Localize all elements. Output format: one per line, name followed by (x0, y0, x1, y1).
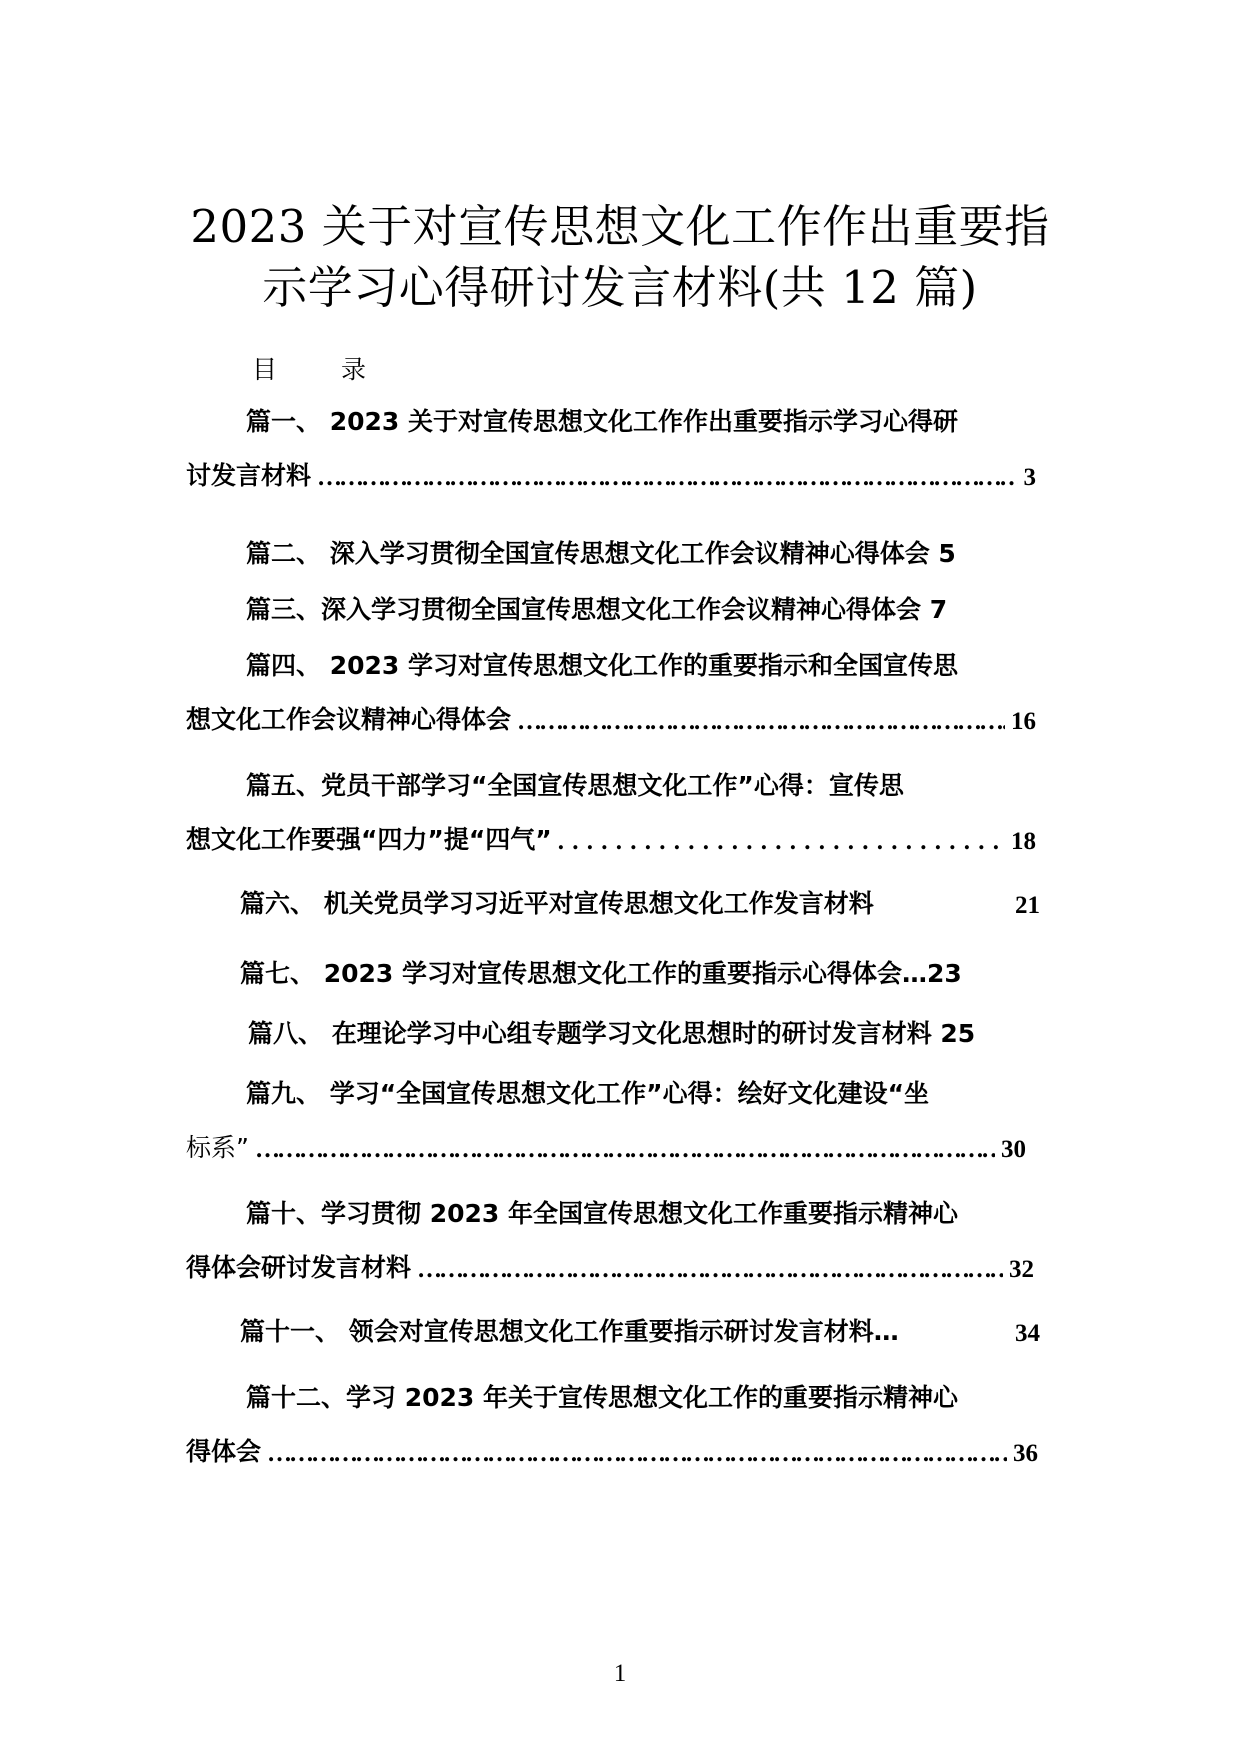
dot-leader (558, 826, 1005, 856)
toc-entry-6 (240, 886, 1040, 920)
page-number: 1 (613, 1660, 627, 1687)
toc-entry-4-cont-text: 想文化工作会议精神心得体会 (186, 705, 512, 734)
toc-entry-6-text: 篇六、 机关党员学习习近平对宣传思想文化工作发言材料 (240, 889, 874, 918)
toc-entry-11-page: 34 (1015, 1320, 1040, 1347)
toc-entry-5-page: 18 (1011, 828, 1036, 855)
toc-entry-5-title: 篇五、党员干部学习“全国宣传思想文化工作”心得：宣传思 (246, 771, 904, 800)
toc-entry-8: 篇八、 在理论学习中心组专题学习文化思想时的研讨发言材料 25 (248, 1019, 976, 1048)
toc-entry-9-page: 30 (1001, 1136, 1026, 1163)
toc-entry-1-page: 3 (1023, 464, 1036, 491)
toc-entry-6-page: 21 (1015, 892, 1040, 919)
dot-leader (417, 1254, 1003, 1284)
toc-entry-1-title: 篇一、 2023 关于对宣传思想文化工作作出重要指示学习心得研 (246, 407, 958, 436)
toc-entry-11-text: 篇十一、 领会对宣传思想文化工作重要指示研讨发言材料… (240, 1317, 899, 1346)
toc-entry-3: 篇三、深入学习贯彻全国宣传思想文化工作会议精神心得体会 7 (246, 595, 948, 624)
toc-entry-4-page: 16 (1011, 708, 1036, 735)
toc-entry-9-cont-text: 标系” (186, 1133, 249, 1162)
toc-entry-4-continuation (186, 702, 1036, 736)
toc-entry-11 (240, 1314, 1040, 1348)
toc-heading: 目 录 (252, 355, 394, 384)
dot-leader (255, 1134, 995, 1164)
toc-entry-12-page: 36 (1013, 1440, 1038, 1467)
dot-leader (317, 462, 1017, 492)
toc-entry-5-cont-text: 想文化工作要强“四力”提“四气” (186, 825, 552, 854)
document-title-line-1: 2023 关于对宣传思想文化工作作出重要指 (190, 200, 1050, 253)
toc-entry-12-title: 篇十二、学习 2023 年关于宣传思想文化工作的重要指示精神心 (246, 1383, 958, 1412)
document-title-line-2: 示学习心得研讨发言材料(共 12 篇) (262, 261, 978, 314)
toc-entry-7: 篇七、 2023 学习对宣传思想文化工作的重要指示心得体会…23 (240, 959, 962, 988)
toc-entry-12-continuation (186, 1434, 1038, 1468)
toc-entry-4-title: 篇四、 2023 学习对宣传思想文化工作的重要指示和全国宣传思 (246, 651, 958, 680)
toc-entry-9-title: 篇九、 学习“全国宣传思想文化工作”心得：绘好文化建设“坐 (246, 1079, 929, 1108)
toc-entry-2: 篇二、 深入学习贯彻全国宣传思想文化工作会议精神心得体会 5 (246, 539, 956, 568)
toc-entry-10-cont-text: 得体会研讨发言材料 (186, 1253, 412, 1282)
toc-entry-10-page: 32 (1009, 1256, 1034, 1283)
dot-leader (267, 1438, 1007, 1468)
toc-entry-1-cont-text: 讨发言材料 (186, 461, 312, 490)
toc-entry-9-continuation (186, 1130, 1026, 1164)
toc-entry-10-continuation (186, 1250, 1034, 1284)
toc-entry-12-cont-text: 得体会 (186, 1437, 262, 1466)
toc-entry-10-title: 篇十、学习贯彻 2023 年全国宣传思想文化工作重要指示精神心 (246, 1199, 958, 1228)
dot-leader (517, 706, 1005, 736)
toc-entry-1-continuation (186, 458, 1036, 492)
toc-entry-5-continuation (186, 822, 1036, 856)
